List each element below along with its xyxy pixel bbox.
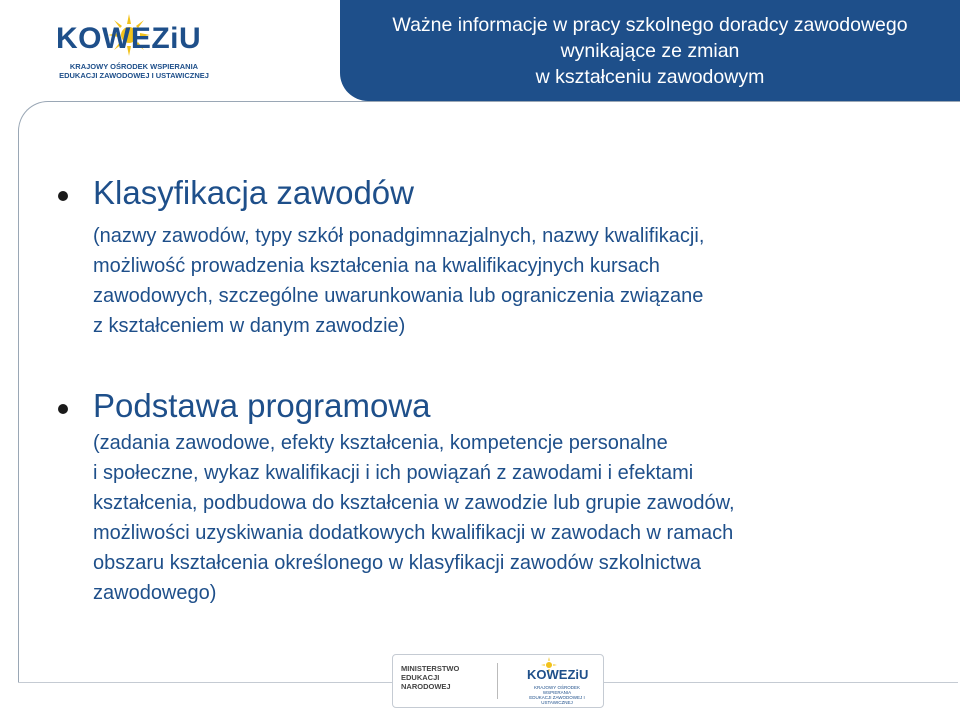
footer-kowezu-wordmark: KOWEZiU xyxy=(527,667,589,682)
bullet-heading: Podstawa programowa xyxy=(93,387,431,424)
bullet-description-line: zawodowych, szczególne uwarunkowania lub ograniczenia związane xyxy=(93,285,704,307)
bullet-description-line: zawodowego) xyxy=(93,582,217,604)
footer-logos xyxy=(392,654,604,708)
bullet-description-line: możliwości uzyskiwania dodatkowych kwalifikacji w zawodach w ramach xyxy=(93,522,734,544)
slide-title xyxy=(350,12,950,90)
bullet-description-line: z kształceniem w danym zawodzie) xyxy=(93,315,406,337)
ministry-logo-line: NARODOWEJ xyxy=(401,682,451,691)
slide-title-line: Ważne informacje w pracy szkolnego doradcy zawodowego xyxy=(392,14,908,36)
bullet-description-line: i społeczne, wykaz kwalifikacji i ich powiązań z zawodami i efektami xyxy=(93,462,694,484)
footer-kowezu-tagline-line: EDUKACJI ZAWODOWEJ I USTAWICZNEJ xyxy=(529,695,585,705)
logo-tagline xyxy=(54,62,214,80)
bullet-description xyxy=(93,428,735,608)
bullet-dot-icon xyxy=(58,404,68,414)
bullet-description-line: (nazwy zawodów, typy szkół ponadgimnazjalnych, nazwy kwalifikacji, xyxy=(93,225,705,247)
kowezu-logo xyxy=(48,10,268,90)
logo-tagline-line: EDUKACJI ZAWODOWEJ I USTAWICZNEJ xyxy=(59,71,209,80)
bullet-description-line: (zadania zawodowe, efekty kształcenia, kompetencje personalne xyxy=(93,432,668,454)
ministry-logo-line: MINISTERSTWO xyxy=(401,664,460,673)
bullet-description-line: możliwość prowadzenia kształcenia na kwalifikacyjnych kursach xyxy=(93,255,660,277)
footer-kowezu-tagline-line: KRAJOWY OŚRODEK WSPIERANIA xyxy=(534,685,580,695)
slide-title-line: w kształceniu zawodowym xyxy=(535,66,765,88)
ministry-logo xyxy=(401,664,459,691)
footer-kowezu-tagline xyxy=(521,685,593,705)
bullet-description-line: obszaru kształcenia określonego w klasyfikacji zawodów szkolnictwa xyxy=(93,552,702,574)
footer-logo-separator xyxy=(497,663,498,699)
ministry-logo-line: EDUKACJI xyxy=(401,673,440,682)
logo-tagline-line: KRAJOWY OŚRODEK WSPIERANIA xyxy=(69,62,199,71)
bullet-item xyxy=(58,168,938,338)
bullet-description-line: kształcenia, podbudowa do kształcenia w zawodzie lub grupie zawodów, xyxy=(93,492,735,514)
bullet-description xyxy=(93,221,704,341)
logo-wordmark: KOWEZiU xyxy=(56,22,202,55)
bullet-heading: Klasyfikacja zawodów xyxy=(93,174,414,211)
bullet-dot-icon xyxy=(58,191,68,201)
slide-title-line: wynikające ze zmian xyxy=(560,40,740,62)
bullet-item xyxy=(58,382,938,612)
